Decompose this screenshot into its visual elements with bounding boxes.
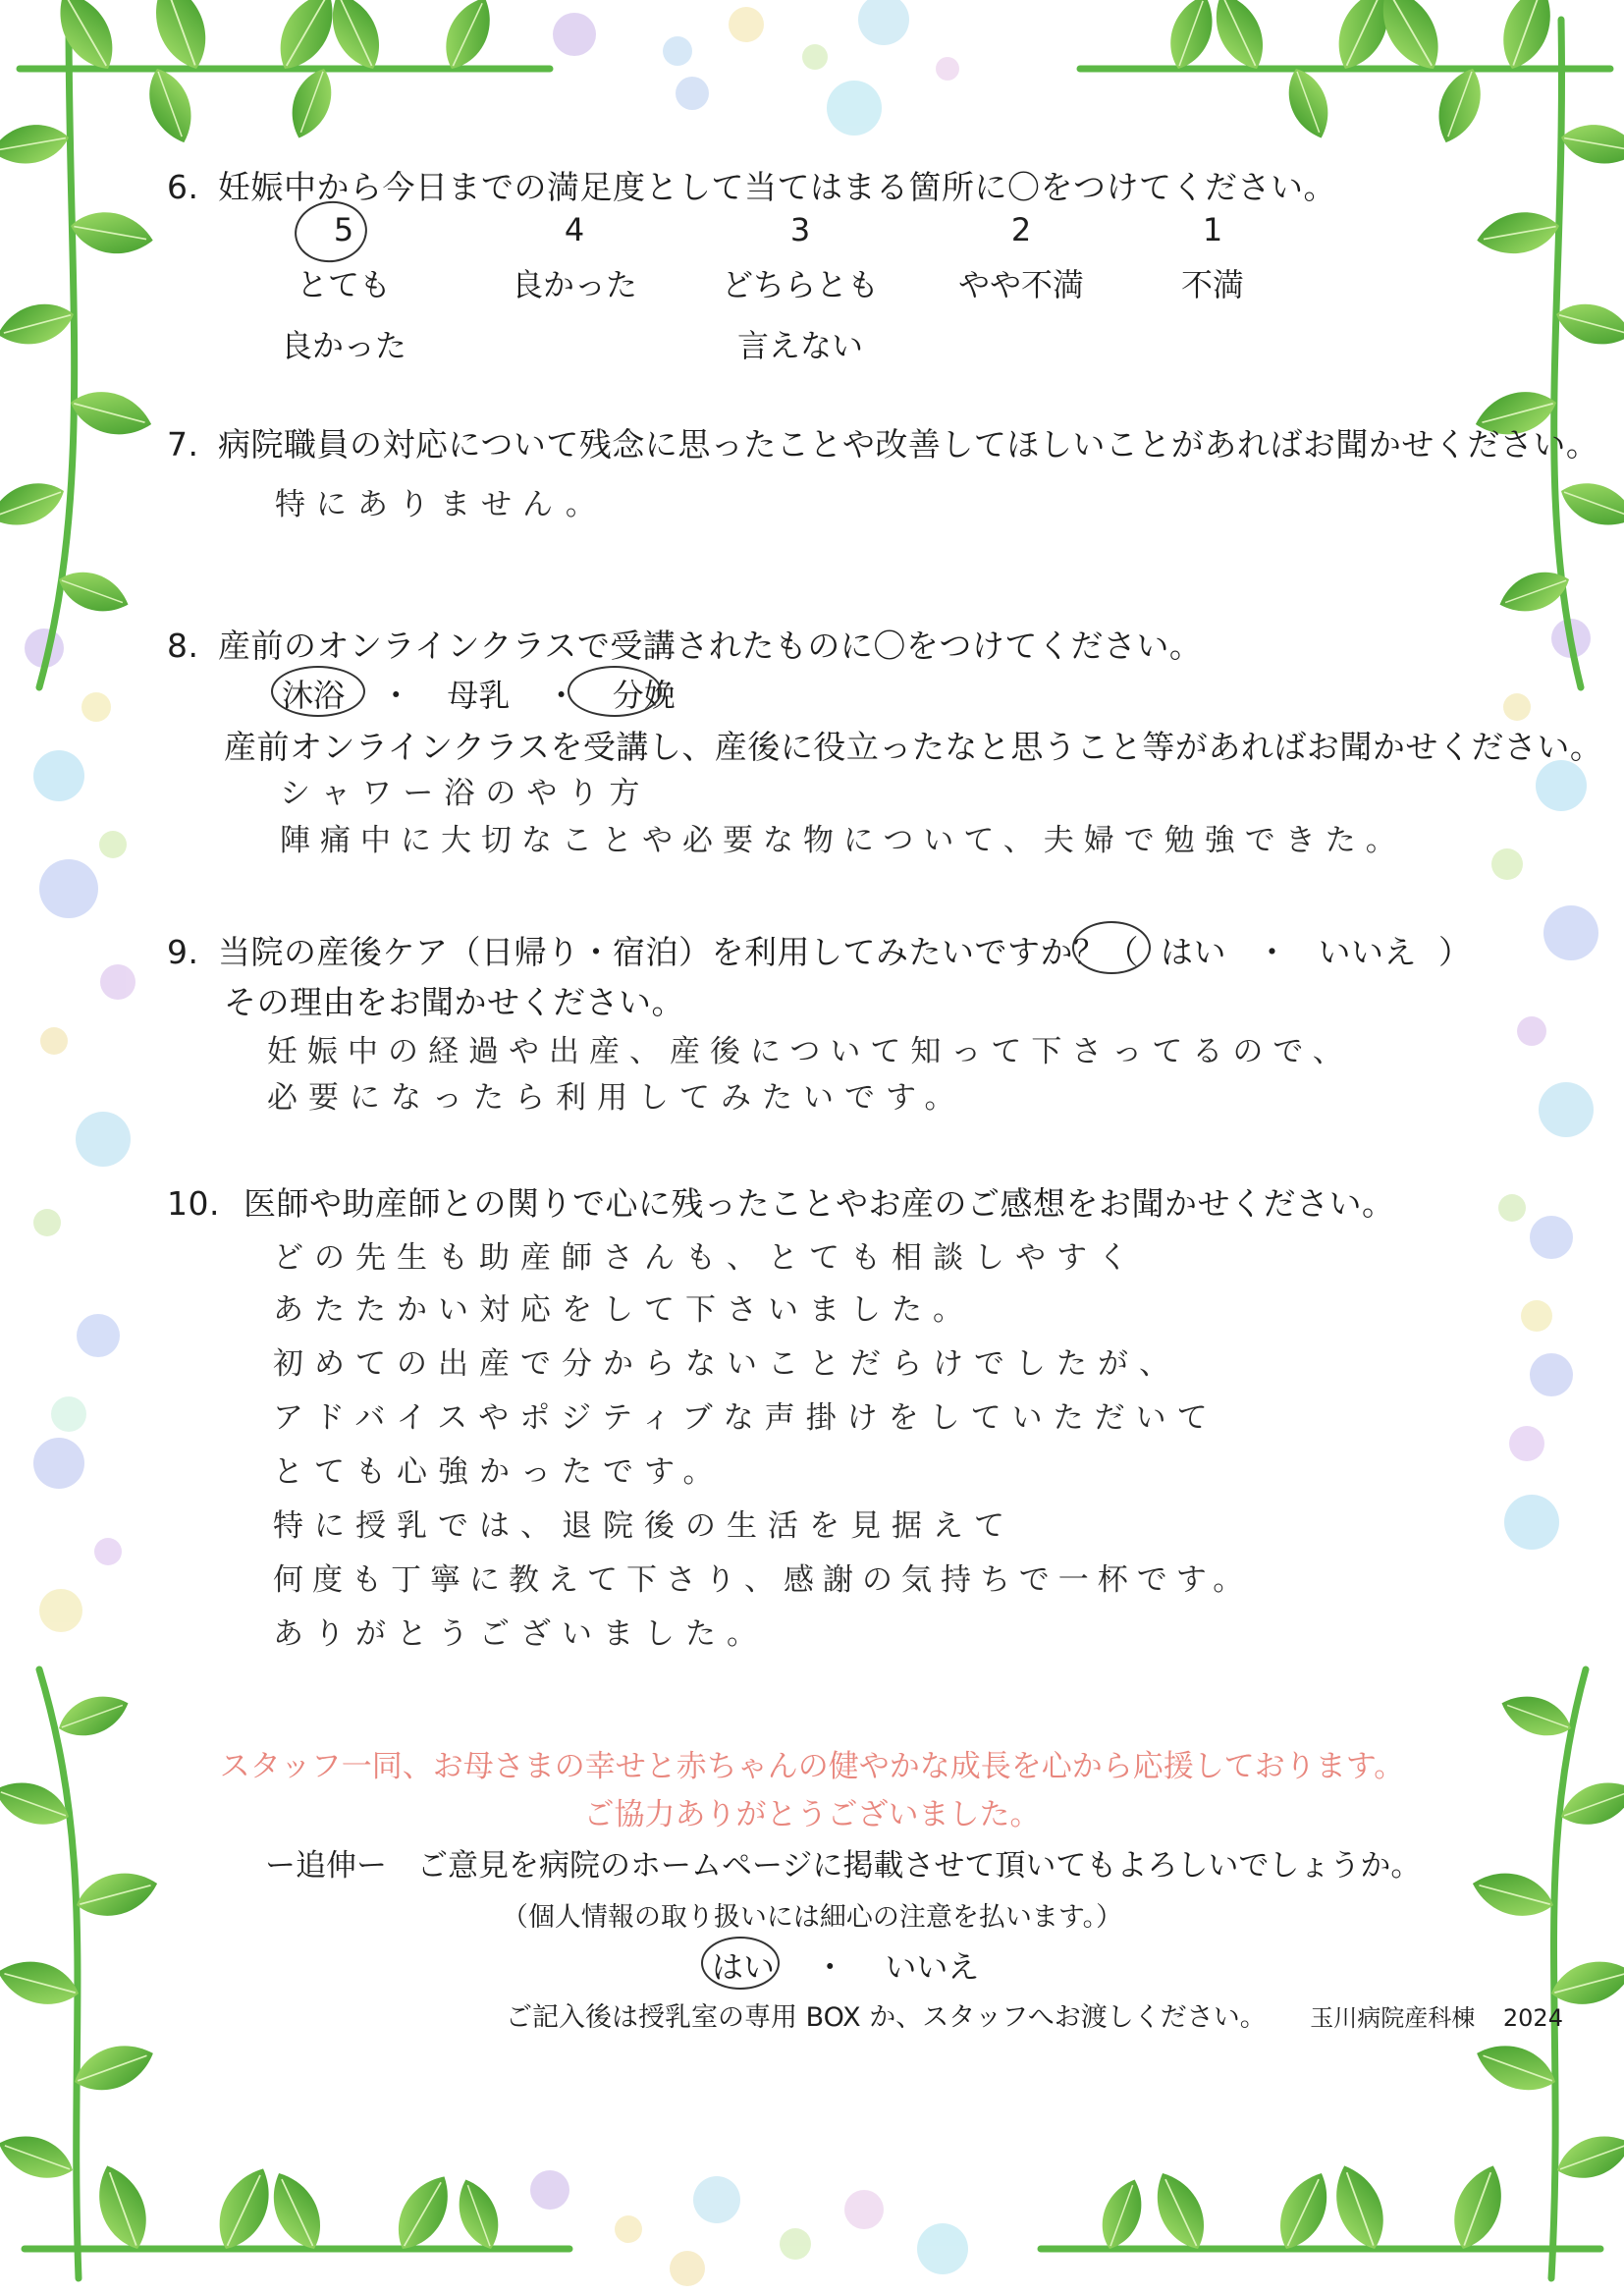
footer-consent-yes[interactable]: はい — [712, 1948, 776, 1986]
q10-text: 医師や助産師との関りで心に残ったことやお産のご感想をお聞かせください。 — [244, 1184, 1395, 1223]
q10-answer-line-4: アドバイスやポジティブな声掛けをしていただいて — [273, 1400, 1218, 1436]
q6-option-5-label2: 良かった — [280, 327, 406, 364]
q8-followup: 産前オンラインクラスを受講し、産後に役立ったなと思うこと等があればお聞かせください。 — [224, 728, 1603, 766]
q6-option-1[interactable] — [1129, 211, 1296, 305]
q7-answer: 特にありません。 — [275, 487, 607, 522]
q8-number: 8. — [167, 627, 199, 665]
q9-text: 当院の産後ケア（日帰り・宿泊）を利用してみたいですか？（ — [218, 933, 1139, 971]
footer-message-support: スタッフ一同、お母さまの幸せと赤ちゃんの健やかな成長を心から応援しております。 — [219, 1749, 1405, 1784]
q10-question — [167, 1178, 1395, 1225]
q8-question — [167, 621, 1202, 667]
q6-option-1-label: 不満 — [1180, 266, 1244, 303]
q9-close-paren: ） — [1438, 933, 1472, 971]
q6-option-2-label: やや不満 — [957, 266, 1084, 303]
footer-instructions — [506, 1995, 1563, 2034]
q6-option-5-label: とても — [296, 266, 391, 303]
q10-answer-line-3: 初めての出産で分からないことだらけでしたが、 — [273, 1346, 1180, 1382]
q10-answer-line-6: 特に授乳では、退院後の生活を見据えて — [273, 1508, 1015, 1544]
q9-answer-line-1: 妊娠中の経過や出産、産後について知って下さってるので、 — [267, 1034, 1353, 1069]
footer-hospital-name: 玉川病院産科棟 — [1310, 2004, 1476, 2032]
q8-option-bathing[interactable]: 沐浴 — [282, 677, 346, 714]
q8-separator-1: ・ — [380, 677, 412, 714]
q6-option-5[interactable] — [260, 211, 427, 366]
q10-number: 10. — [167, 1184, 220, 1223]
q9-answer-line-2: 必要になったら利用してみたいです。 — [267, 1080, 966, 1116]
q8-answer-line-1: シャワー浴のやり方 — [280, 776, 651, 811]
q6-question — [167, 162, 1336, 208]
q9-option-yes[interactable]: はい — [1161, 933, 1226, 971]
q9-followup: その理由をお聞かせください。 — [224, 983, 684, 1021]
q9-question — [167, 927, 1472, 973]
q10-answer-line-2: あたたかい対応をして下さいました。 — [273, 1292, 974, 1328]
q10-answer-line-8: ありがとうございました。 — [273, 1616, 768, 1652]
q10-answer-line-1: どの先生も助産師さんも、とても相談しやすく — [273, 1240, 1139, 1276]
q10-answer-line-5: とても心強かったです。 — [273, 1454, 725, 1490]
q6-option-5-value: 5 — [333, 211, 354, 248]
q6-number: 6. — [167, 168, 199, 206]
q6-option-3-label: どちらとも — [721, 266, 879, 303]
q8-option-breastfeeding[interactable]: 母乳 — [447, 677, 511, 714]
footer-year: 2024 — [1502, 2004, 1563, 2032]
q7-question — [167, 419, 1598, 465]
q8-options — [282, 671, 676, 716]
q7-text: 病院職員の対応について残念に思ったことや改善してほしいことがあればお聞かせください。 — [218, 425, 1599, 464]
q6-option-3-label2: 言えない — [736, 327, 863, 364]
q6-option-1-value: 1 — [1202, 211, 1223, 248]
footer-instructions-text: ご記入後は授乳室の専用 BOX か、スタッフへお渡しください。 — [506, 2002, 1267, 2033]
q7-number: 7. — [167, 425, 199, 464]
q8-text: 産前のオンラインクラスで受講されたものに〇をつけてください。 — [218, 627, 1203, 665]
q6-option-3-value: 3 — [789, 211, 811, 248]
q6-text: 妊娠中から今日までの満足度として当てはまる箇所に〇をつけてください。 — [218, 168, 1336, 206]
q8-answer-line-2: 陣痛中に大切なことや必要な物について、夫婦で勉強できた。 — [280, 823, 1406, 858]
footer-consent-separator: ・ — [814, 1948, 846, 1986]
footer-postscript: ー追伸ー ご意見を病院のホームページに掲載させて頂いてもよろしいでしょうか。 — [265, 1848, 1422, 1884]
q6-option-2[interactable] — [938, 211, 1105, 305]
q6-option-3[interactable] — [717, 211, 884, 366]
footer-message-thanks: ご協力ありがとうございました。 — [583, 1797, 1041, 1832]
q6-option-4-label: 良かった — [511, 266, 637, 303]
q6-option-4-value: 4 — [564, 211, 585, 248]
q6-option-2-value: 2 — [1010, 211, 1032, 248]
q9-number: 9. — [167, 933, 199, 971]
q9-option-no[interactable]: いいえ — [1318, 933, 1417, 971]
footer-privacy-note: （個人情報の取り扱いには細心の注意を払います。） — [501, 1902, 1123, 1933]
q8-separator-2: ・ — [545, 677, 577, 714]
q10-answer-line-7: 何度も丁寧に教えて下さり、感謝の気持ちで一杯です。 — [273, 1562, 1253, 1598]
footer-consent-no[interactable]: いいえ — [885, 1948, 980, 1986]
footer-consent-options — [712, 1942, 979, 1988]
q9-separator: ・ — [1256, 933, 1289, 971]
q6-option-4[interactable] — [491, 211, 658, 305]
q8-option-delivery[interactable]: 分娩 — [612, 677, 676, 714]
